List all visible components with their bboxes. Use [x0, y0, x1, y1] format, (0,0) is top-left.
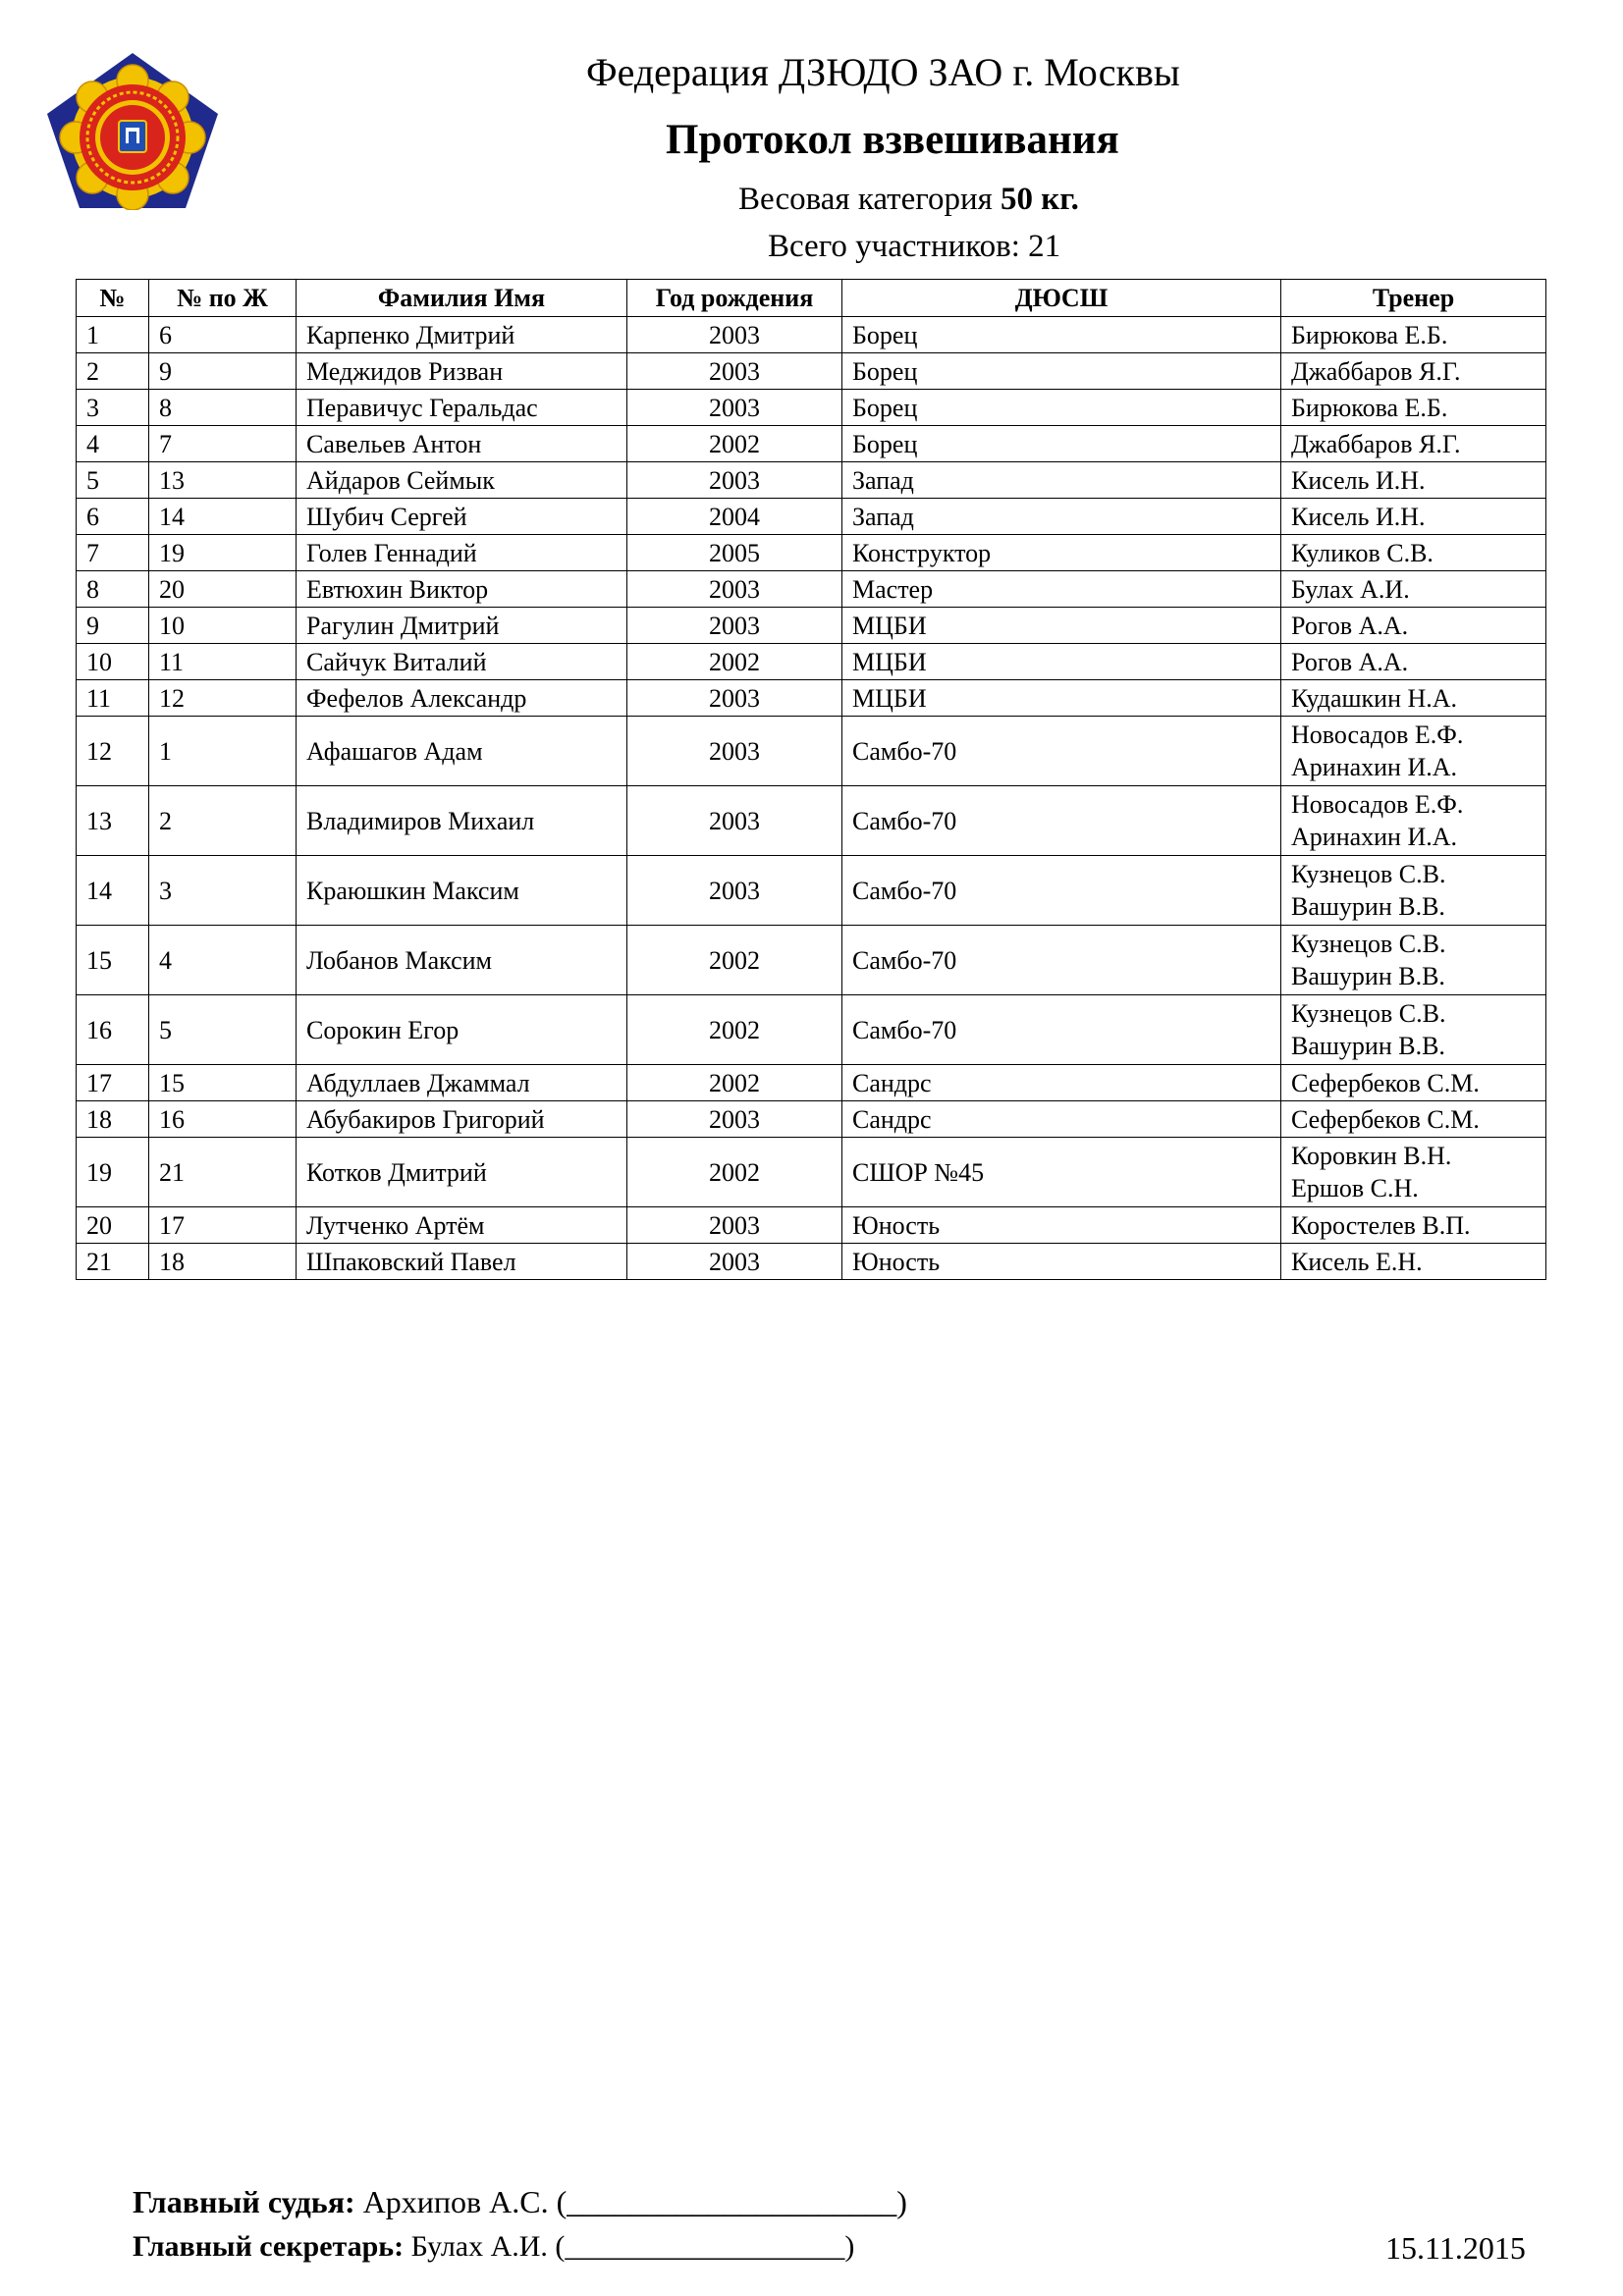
cell-name: Савельев Антон: [297, 426, 627, 462]
coach-name: Кузнецов С.В.: [1291, 860, 1446, 888]
cell-name: Абдуллаев Джаммал: [297, 1065, 627, 1101]
cell-name: Голев Геннадий: [297, 535, 627, 571]
cell-name: Сорокин Егор: [297, 995, 627, 1065]
cell-birth-year: 2003: [627, 1101, 842, 1138]
table-row: [77, 1138, 1546, 1207]
cell-coach: [1281, 608, 1546, 644]
cell-school: МЦБИ: [842, 680, 1281, 717]
cell-draw-number: 21: [149, 1138, 297, 1207]
cell-draw-number: 5: [149, 995, 297, 1065]
coach-name: Булах А.И.: [1291, 574, 1410, 604]
cell-number: 7: [77, 535, 149, 571]
coach-name-second: Аринахин И.А.: [1291, 753, 1458, 781]
cell-name: Евтюхин Виктор: [297, 571, 627, 608]
participants-label: Всего участников:: [768, 229, 1020, 264]
cell-coach: [1281, 426, 1546, 462]
cell-name: Лобанов Максим: [297, 926, 627, 995]
cell-school: Сандрс: [842, 1065, 1281, 1101]
organization-name: Федерация ДЗЮДО ЗАО г. Москвы: [586, 50, 1180, 94]
cell-name: Карпенко Дмитрий: [297, 317, 627, 353]
cell-birth-year: 2003: [627, 856, 842, 926]
cell-school: МЦБИ: [842, 644, 1281, 680]
cell-birth-year: 2003: [627, 717, 842, 786]
coach-name-second: Аринахин И.А.: [1291, 823, 1458, 851]
chief-judge-value: Архипов А.С. (_____________________): [362, 2184, 907, 2219]
cell-coach: [1281, 317, 1546, 353]
chief-judge-line: [133, 2184, 907, 2220]
table-row: [77, 426, 1546, 462]
cell-draw-number: 14: [149, 499, 297, 535]
cell-number: 12: [77, 717, 149, 786]
table-row: [77, 1207, 1546, 1244]
cell-school: Мастер: [842, 571, 1281, 608]
cell-number: 9: [77, 608, 149, 644]
cell-birth-year: 2002: [627, 995, 842, 1065]
document-title: Протокол взвешивания: [666, 117, 1119, 163]
cell-coach: [1281, 786, 1546, 856]
coach-name: Новосадов Е.Ф.: [1291, 721, 1464, 749]
coach-name: Кисель Е.Н.: [1291, 1247, 1423, 1276]
cell-coach: [1281, 717, 1546, 786]
cell-name: Сайчук Виталий: [297, 644, 627, 680]
cell-coach: [1281, 1138, 1546, 1207]
cell-number: 20: [77, 1207, 149, 1244]
cell-school: Борец: [842, 426, 1281, 462]
coach-name: Джаббаров Я.Г.: [1291, 356, 1461, 386]
cell-draw-number: 13: [149, 462, 297, 499]
cell-coach: [1281, 1207, 1546, 1244]
table-row: [77, 680, 1546, 717]
cell-birth-year: 2003: [627, 1244, 842, 1280]
cell-coach: [1281, 856, 1546, 926]
cell-birth-year: 2005: [627, 535, 842, 571]
coach-name: Новосадов Е.Ф.: [1291, 790, 1464, 819]
cell-school: Борец: [842, 353, 1281, 390]
cell-school: Запад: [842, 462, 1281, 499]
cell-number: 19: [77, 1138, 149, 1207]
cell-draw-number: 10: [149, 608, 297, 644]
coach-name: Джаббаров Я.Г.: [1291, 429, 1461, 458]
cell-school: Запад: [842, 499, 1281, 535]
table-row: [77, 1244, 1546, 1280]
weight-category: [738, 182, 1079, 218]
cell-name: Краюшкин Максим: [297, 856, 627, 926]
col-header-name: Фамилия Имя: [297, 280, 627, 317]
chief-judge-label: Главный судья:: [133, 2184, 355, 2219]
cell-birth-year: 2003: [627, 462, 842, 499]
cell-coach: [1281, 390, 1546, 426]
cell-name: Фефелов Александр: [297, 680, 627, 717]
table-row: [77, 353, 1546, 390]
cell-draw-number: 6: [149, 317, 297, 353]
cell-school: Борец: [842, 317, 1281, 353]
cell-draw-number: 7: [149, 426, 297, 462]
cell-coach: [1281, 926, 1546, 995]
cell-school: Юность: [842, 1244, 1281, 1280]
coach-name-second: Ершов С.Н.: [1291, 1174, 1419, 1202]
cell-name: Рагулин Дмитрий: [297, 608, 627, 644]
cell-name: Меджидов Ризван: [297, 353, 627, 390]
table-row: [77, 1065, 1546, 1101]
cell-draw-number: 19: [149, 535, 297, 571]
cell-birth-year: 2003: [627, 786, 842, 856]
cell-school: МЦБИ: [842, 608, 1281, 644]
cell-number: 15: [77, 926, 149, 995]
cell-birth-year: 2003: [627, 317, 842, 353]
table-header-row: [77, 280, 1546, 317]
cell-coach: [1281, 535, 1546, 571]
cell-number: 4: [77, 426, 149, 462]
cell-name: Шубич Сергей: [297, 499, 627, 535]
table-row: [77, 390, 1546, 426]
cell-school: Самбо-70: [842, 717, 1281, 786]
table-row: [77, 571, 1546, 608]
cell-birth-year: 2002: [627, 426, 842, 462]
cell-coach: [1281, 995, 1546, 1065]
coach-name-second: Вашурин В.В.: [1291, 962, 1445, 990]
coach-name: Бирюкова Е.Б.: [1291, 320, 1448, 349]
table-row: [77, 786, 1546, 856]
cell-draw-number: 4: [149, 926, 297, 995]
cell-birth-year: 2002: [627, 1138, 842, 1207]
cell-name: Афашагов Адам: [297, 717, 627, 786]
coach-name: Кисель И.Н.: [1291, 465, 1426, 495]
cell-birth-year: 2002: [627, 1065, 842, 1101]
cell-number: 3: [77, 390, 149, 426]
cell-name: Владимиров Михаил: [297, 786, 627, 856]
cell-school: Сандрс: [842, 1101, 1281, 1138]
cell-school: Самбо-70: [842, 856, 1281, 926]
cell-number: 21: [77, 1244, 149, 1280]
coach-name: Кисель И.Н.: [1291, 502, 1426, 531]
cell-name: Шпаковский Павел: [297, 1244, 627, 1280]
coach-name-second: Вашурин В.В.: [1291, 892, 1445, 921]
cell-name: Перавичус Геральдас: [297, 390, 627, 426]
cell-draw-number: 11: [149, 644, 297, 680]
chief-secretary-label: Главный секретарь:: [133, 2230, 405, 2263]
cell-name: Котков Дмитрий: [297, 1138, 627, 1207]
coach-name: Сефербеков С.М.: [1291, 1068, 1480, 1097]
table-row: [77, 608, 1546, 644]
cell-coach: [1281, 353, 1546, 390]
cell-coach: [1281, 571, 1546, 608]
cell-name: Абубакиров Григорий: [297, 1101, 627, 1138]
cell-school: Борец: [842, 390, 1281, 426]
cell-draw-number: 18: [149, 1244, 297, 1280]
cell-coach: [1281, 462, 1546, 499]
cell-name: Лутченко Артём: [297, 1207, 627, 1244]
coach-name-second: Вашурин В.В.: [1291, 1032, 1445, 1060]
cell-number: 11: [77, 680, 149, 717]
table-row: [77, 644, 1546, 680]
col-header-school: ДЮСШ: [842, 280, 1281, 317]
federation-logo: [45, 51, 220, 210]
cell-coach: [1281, 1101, 1546, 1138]
cell-coach: [1281, 1065, 1546, 1101]
cell-draw-number: 16: [149, 1101, 297, 1138]
coach-name: Бирюкова Е.Б.: [1291, 393, 1448, 422]
participants-count: 21: [1028, 229, 1061, 264]
cell-draw-number: 20: [149, 571, 297, 608]
document-date: 15.11.2015: [1385, 2230, 1526, 2266]
cell-draw-number: 8: [149, 390, 297, 426]
participants-total: [768, 229, 1060, 265]
table-row: [77, 717, 1546, 786]
table-row: [77, 462, 1546, 499]
cell-birth-year: 2002: [627, 644, 842, 680]
table-row: [77, 995, 1546, 1065]
table-row: [77, 856, 1546, 926]
cell-number: 13: [77, 786, 149, 856]
cell-birth-year: 2003: [627, 608, 842, 644]
cell-number: 10: [77, 644, 149, 680]
col-header-birth-year: Год рождения: [627, 280, 842, 317]
cell-birth-year: 2003: [627, 353, 842, 390]
cell-number: 6: [77, 499, 149, 535]
coach-name: Коровкин В.Н.: [1291, 1142, 1452, 1170]
cell-draw-number: 17: [149, 1207, 297, 1244]
cell-number: 5: [77, 462, 149, 499]
coach-name: Куликов С.В.: [1291, 538, 1434, 567]
table-row: [77, 499, 1546, 535]
table-row: [77, 535, 1546, 571]
cell-draw-number: 1: [149, 717, 297, 786]
cell-draw-number: 15: [149, 1065, 297, 1101]
cell-draw-number: 2: [149, 786, 297, 856]
cell-birth-year: 2002: [627, 926, 842, 995]
cell-school: Самбо-70: [842, 786, 1281, 856]
cell-school: Юность: [842, 1207, 1281, 1244]
coach-name: Кузнецов С.В.: [1291, 930, 1446, 958]
cell-coach: [1281, 1244, 1546, 1280]
chief-secretary-line: [133, 2230, 854, 2264]
chief-secretary-value: Булах А.И. (___________________): [410, 2230, 855, 2263]
cell-coach: [1281, 680, 1546, 717]
coach-name: Кудашкин Н.А.: [1291, 683, 1458, 713]
coach-name: Рогов А.А.: [1291, 647, 1409, 676]
cell-number: 2: [77, 353, 149, 390]
col-header-coach: Тренер: [1281, 280, 1546, 317]
cell-number: 14: [77, 856, 149, 926]
cell-birth-year: 2003: [627, 680, 842, 717]
col-header-number: №: [77, 280, 149, 317]
table-row: [77, 317, 1546, 353]
cell-birth-year: 2003: [627, 571, 842, 608]
cell-school: СШОР №45: [842, 1138, 1281, 1207]
cell-name: Айдаров Сеймык: [297, 462, 627, 499]
cell-school: Самбо-70: [842, 995, 1281, 1065]
coach-name: Кузнецов С.В.: [1291, 999, 1446, 1028]
coach-name: Коростелев В.П.: [1291, 1210, 1471, 1240]
coach-name: Рогов А.А.: [1291, 611, 1409, 640]
cell-number: 18: [77, 1101, 149, 1138]
cell-number: 17: [77, 1065, 149, 1101]
weight-category-value: 50 кг.: [1001, 182, 1079, 217]
cell-school: Конструктор: [842, 535, 1281, 571]
coach-name: Сефербеков С.М.: [1291, 1104, 1480, 1134]
table-row: [77, 926, 1546, 995]
col-header-draw-number: № по Ж: [149, 280, 297, 317]
cell-number: 1: [77, 317, 149, 353]
cell-draw-number: 3: [149, 856, 297, 926]
cell-draw-number: 12: [149, 680, 297, 717]
table-row: [77, 1101, 1546, 1138]
weight-category-label: Весовая категория: [738, 182, 993, 217]
weigh-in-table: [76, 279, 1546, 1280]
cell-coach: [1281, 499, 1546, 535]
cell-draw-number: 9: [149, 353, 297, 390]
cell-number: 8: [77, 571, 149, 608]
cell-birth-year: 2003: [627, 1207, 842, 1244]
cell-number: 16: [77, 995, 149, 1065]
cell-coach: [1281, 644, 1546, 680]
cell-birth-year: 2004: [627, 499, 842, 535]
cell-school: Самбо-70: [842, 926, 1281, 995]
cell-birth-year: 2003: [627, 390, 842, 426]
